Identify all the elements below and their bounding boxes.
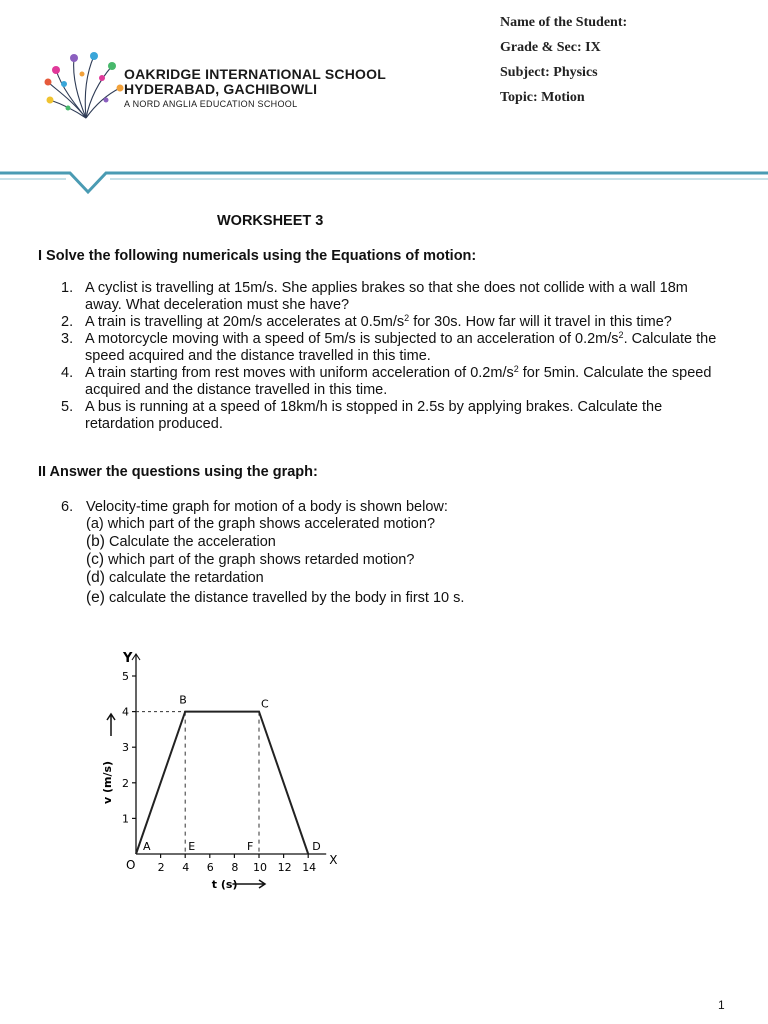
school-location: HYDERABAD, GACHIBOWLI [124, 81, 318, 97]
y-tick-label: 1 [122, 812, 129, 826]
point-label: A [143, 840, 151, 853]
x-tick-label: 8 [231, 861, 239, 874]
x-tick-label: 6 [206, 861, 214, 874]
x-tick-label: 2 [157, 861, 165, 874]
point-label: D [312, 840, 321, 853]
x-tick-label: 12 [277, 861, 292, 874]
grade-field: Grade & Sec: IX [500, 40, 601, 55]
y-tick-label: 3 [122, 741, 129, 755]
question-item: 3. A motorcycle moving with a speed of 5m/s is subjected to an acceleration of $0.2m/s^2$. Calculate the speed acquired and the distance travelled in this time. [61, 330, 717, 364]
velocity-line [136, 712, 308, 854]
y-tick-label: 4 [122, 705, 129, 719]
y-label-arrow-icon [107, 714, 115, 736]
question-6-number: 6. [61, 499, 74, 515]
question-item: 1. A cyclist is travelling at 15m/s. She applies brakes so that she does not collide with a wall 18m away. What deceleration must she have? [61, 280, 688, 313]
question-item: 5. A bus is running at a speed of 18km/h is stopped in 2.5s by applying brakes. Calculate the retardation produced. [61, 399, 663, 432]
y-axis-label: v (m/s) [101, 760, 114, 804]
school-name: OAKRIDGE INTERNATIONAL SCHOOL [124, 66, 386, 82]
foot-label: E [188, 840, 196, 853]
page-number: 1 [718, 998, 725, 1012]
school-affiliation: A NORD ANGLIA EDUCATION SCHOOL [124, 99, 298, 109]
question-6-part-e: (e) calculate the distance travelled by the body in first 10 s. [86, 589, 465, 606]
subject-field: Subject: Physics [500, 65, 598, 80]
point-label: B [179, 693, 187, 707]
x-axis-label: t (s) [211, 878, 238, 891]
y-tick-label: 5 [122, 670, 129, 683]
point-label: C [261, 697, 269, 711]
student-name-field: Name of the Student: [500, 15, 628, 30]
x-tick-label: 10 [253, 861, 267, 874]
question-6-part-c: (c) which part of the graph shows retarded motion? [86, 551, 415, 568]
question-6-text: Velocity-time graph for motion of a body is shown below: [86, 499, 448, 515]
question-6-part-d: (d) calculate the retardation [86, 569, 264, 586]
section-2-heading: II Answer the questions using the graph: [38, 464, 318, 480]
section-1-heading: I Solve the following numericals using the Equations of motion: [38, 248, 477, 264]
y-axis-name: Y [123, 651, 133, 666]
topic-field: Topic: Motion [500, 90, 585, 105]
question-6-part-a: (a) which part of the graph shows accelerated motion? [86, 516, 436, 532]
foot-label: F [247, 840, 254, 853]
header-divider [0, 162, 768, 202]
question-6-part-b: (b) Calculate the acceleration [86, 533, 276, 550]
x-tick-label: 4 [182, 861, 190, 874]
x-tick-label: 14 [302, 861, 317, 874]
question-item: 2. A train is travelling at 20m/s accelerates at $0.5m/s^2$ for 30s. How far will it travel in this time? [61, 313, 672, 330]
x-axis-name: X [329, 853, 338, 867]
velocity-time-graph [90, 640, 430, 900]
question-item: 4. A train starting from rest moves with uniform acceleration of $0.2m/s^2$ for 5min. Calculate the speed acquired and the distance travelled in this time. [61, 364, 712, 398]
worksheet-title: WORKSHEET 3 [217, 213, 324, 229]
question-list-1 [0, 280, 725, 433]
origin-label: O [126, 858, 136, 872]
school-logo-icon [44, 48, 124, 122]
y-tick-label: 2 [122, 776, 129, 790]
